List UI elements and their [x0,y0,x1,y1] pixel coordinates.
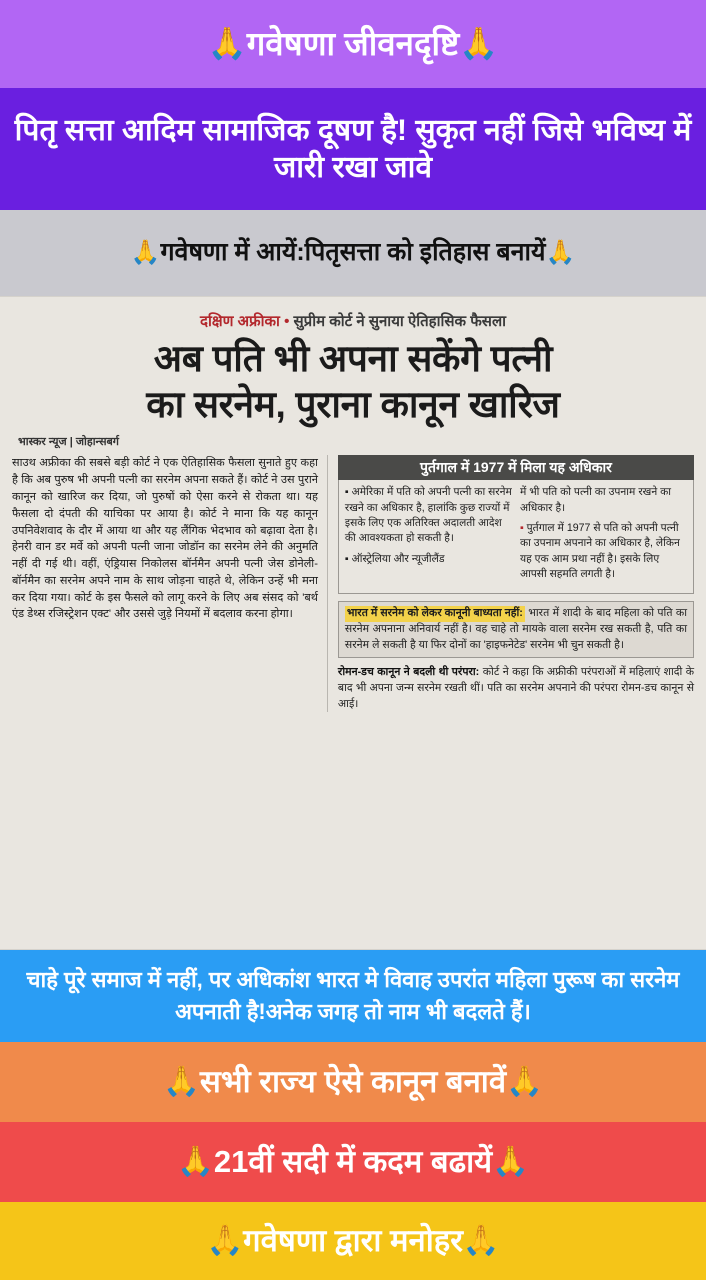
infobox-item: ▪ ऑस्ट्रेलिया और न्यूजीलैंड [345,552,512,567]
namaste-icon: 🙏 [207,26,247,62]
namaste-icon: 🙏 [459,26,499,62]
namaste-icon: 🙏 [177,1144,214,1178]
namaste-icon: 🙏 [492,1144,529,1178]
bullet-dot-icon: • [284,313,294,330]
tail-text: कोर्ट ने कहा कि अफ्रीकी परंपराओं में महिलाएं शादी के बाद भी अपना जन्म सरनेम रखती थीं। पति का सरनेम अपनाने की परंपरा रोमन-डच कानून से आई। [337,666,695,710]
top-title-text: गवेषणा जीवनदृष्टि [246,25,460,63]
clipping-kicker-rest: सुप्रीम कोर्ट ने सुनाया ऐतिहासिक फैसला [293,313,506,330]
clipping-byline: भास्कर न्यूज | जोहान्सबर्ग [18,436,119,449]
subhead-text: गवेषणा में आयें:पितृसत्ता को इतिहास बनायें [160,238,546,267]
cta-1-text: सभी राज्य ऐसे कानून बनावें [199,1063,507,1099]
clipping-body [12,455,694,712]
namaste-icon: 🙏 [206,1223,244,1257]
infobox-item: में भी पति को पत्नी का उपनाम रखने का अधिकार है। [519,486,672,514]
caption-band [0,950,706,1042]
headline-band [0,88,706,210]
namaste-icon: 🙏 [163,1064,200,1098]
cta-band-1 [0,1042,706,1122]
footer-band [0,1202,706,1280]
tail-label: रोमन-डच कानून ने बदली थी परंपरा: [337,666,480,679]
infobox-body [338,480,694,594]
clipping-right-column [338,455,694,712]
namaste-icon: 🙏 [130,239,161,267]
highlight-label: भारत में सरनेम को लेकर कानूनी बाध्यता नहीं: [345,606,525,622]
cta-2-text: 21वीं सदी में कदम बढायें [213,1143,493,1179]
infobox-item: ▪ अमेरिका में पति को अपनी पत्नी का सरनेम रखने का अधिकार है, हालांकि कुछ राज्यों में इसके लिए एक अतिरिक्त अदालती आदेश की आवश्यकता हो सकती है। [345,485,512,546]
tail-block [338,665,694,712]
infobox-item: ▪ पुर्तगाल में 1977 से पति को अपनी पत्नी का उपनाम अपनाने का अधिकार है, लेकिन यह एक आम प्रथा नहीं है। इसके लिए आपसी सहमति लगती है। [520,521,687,582]
footer-text: गवेषणा द्वारा मनोहर [243,1222,463,1258]
headline-text: पितृ सत्ता आदिम सामाजिक दूषण है! सुकृत नहीं जिसे भविष्य में जारी रखा जावे [14,113,692,184]
namaste-icon: 🙏 [462,1223,500,1257]
namaste-icon: 🙏 [545,239,576,267]
namaste-icon: 🙏 [506,1064,543,1098]
clipping-headline-line2: का सरनेम, पुराना कानून खारिज [146,383,560,425]
caption-text: चाहे पूरे समाज में नहीं, पर अधिकांश भारत मे विवाह उपरांत महिला पुरूष का सरनेम अपनाती है!अनेक जगह तो नाम भी बदलते हैं। [26,967,680,1024]
clipping-headline-line1: अब पति भी अपना सकेंगे पत्नी [153,338,553,379]
newspaper-clipping [0,296,706,950]
highlight-text: भारत में शादी के बाद महिला को पति का सरनेम अपनाना अनिवार्य नहीं है। वह चाहे तो मायके वाला सरनेम रख सकती है, पति का सरनेम ले सकती है या फिर दोनों का 'हाइफनेटेड' सरनेम भी चुन सकती है। [344,607,687,651]
cta-band-2 [0,1122,706,1202]
subhead-band [0,210,706,296]
highlight-block [338,601,694,658]
clipping-kicker [12,311,694,331]
clipping-kicker-place: दक्षिण अफ्रीका [199,313,280,330]
infobox-col-right [520,485,687,587]
infobox-title: पुर्तगाल में 1977 में मिला यह अधिकार [338,455,694,480]
clipping-left-column: साउथ अफ्रीका की सबसे बड़ी कोर्ट ने एक ऐतिहासिक फैसला सुनाते हुए कहा है कि अब पुरुष भी अपनी पत्नी का सरनेम अपना सकते हैं। कोर्ट ने उस पुराने कानून को खारिज कर दिया, जो पुरुषों को ऐसा करने से रोकता था। यह फैसला दो दंपती की याचिका पर आया है। कोर्ट ने माना कि यह कानून उपनिवेशवाद के दौर में आया था और यह लैंगिक भेदभाव को बढ़ावा देता है। हेनरी वान डर मर्वे को अपनी पत्नी जाना जोडॉन का सरनेम लेने की अनुमति नहीं दी गई थी। वहीं, एंड्रियास निकोलस बॉर्नमैन अपनी पत्नी जेस डोनेली-बॉर्नमैन का सरनेम अपने नाम के साथ जोड़ना चाहते थे, लेकिन उन्हें भी मना कर दिया गया। कोर्ट के इस फैसले को लागू करने के लिए अब संसद को 'बर्थ एंड डेथ्स रजिस्ट्रेशन एक्ट' और उससे जुड़े नियमों में बदलाव करना होगा। [12,455,328,712]
infobox-col-left [345,485,512,587]
top-title-band [0,0,706,88]
